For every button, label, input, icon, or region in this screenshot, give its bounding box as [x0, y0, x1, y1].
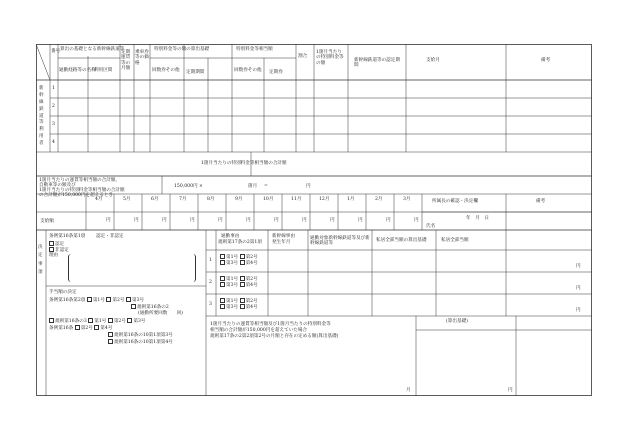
checkbox[interactable]: [220, 254, 225, 259]
month-header: 4月: [95, 197, 103, 202]
col-header-special-amount: 回数券その他: [152, 68, 180, 73]
month-header: 3月: [403, 197, 411, 202]
decision-side-label: 決定事項: [38, 245, 43, 275]
checkbox[interactable]: [127, 318, 132, 323]
checkbox[interactable]: [49, 241, 54, 246]
lower-col1: 通勤事由: [221, 234, 240, 239]
name-label: 氏名: [426, 224, 436, 229]
lower-col3: 通勤対象新幹線鉄道等及び新幹線鉄道等: [310, 236, 370, 247]
amount-rule2: 条例第16条 第2号 第4号: [49, 326, 113, 331]
checkbox[interactable]: [94, 325, 99, 330]
col-header-num: 番号: [51, 49, 61, 54]
month-header: 6月: [151, 197, 159, 202]
decision-reason: 理由: [49, 253, 59, 258]
months-row: [36, 194, 592, 230]
calc-line-1: 1箇月当たりの運賃等相当額の合計額、: [39, 178, 121, 183]
month-yen: 円: [358, 218, 363, 223]
lower-row-yen: 円: [576, 264, 581, 269]
checkbox[interactable]: [49, 318, 54, 323]
allowance-form: [36, 44, 592, 396]
amount-rule: 条例第16条第2項 第1号 第2号 第3号: [49, 298, 145, 303]
month-yen: 円: [190, 218, 195, 223]
side-label-users: 新幹線鉄道等利用者: [39, 86, 44, 147]
amount-sub1: 規則第16条の3 第1号 第2号 第3号: [49, 318, 146, 324]
col-header-remarks: 備考: [541, 58, 551, 63]
lower-row-yen: 円: [576, 286, 581, 291]
checkbox[interactable]: [220, 298, 225, 303]
month-yen: 円: [134, 218, 139, 223]
checkbox[interactable]: [240, 298, 245, 303]
bottom-yen-unit: 円: [508, 388, 513, 393]
month-yen: 円: [162, 218, 167, 223]
checkbox[interactable]: [220, 282, 225, 287]
bottom-note-1: 1箇月当たりの運賃等相当額及び1箇月当たりの特別料金等: [210, 322, 331, 327]
calc-line-3: 1箇月当たりの特別料金等相当額の合計額: [39, 188, 125, 193]
checkbox[interactable]: [220, 276, 225, 281]
reason-brackets[interactable]: [68, 254, 196, 282]
col-header-station: 通勤経路等の名称: [59, 68, 96, 73]
month-header: 11月: [291, 197, 302, 202]
amount-note: (通勤所要回数 回): [138, 311, 183, 316]
checkbox[interactable]: [131, 304, 136, 309]
checkbox[interactable]: [49, 247, 54, 252]
col-header-special-period: 定期期間: [186, 70, 205, 75]
col-header-section: 算出の基礎となる新幹線鉄道等: [60, 47, 125, 52]
calc-line-2: 自動車等の額及び: [39, 183, 76, 188]
lower-row-checkboxes: 第1号 第2号: [220, 298, 258, 304]
month-header: 2月: [375, 197, 383, 202]
month-yen: 円: [302, 218, 307, 223]
row-number: 4: [52, 140, 55, 145]
bottom-calc-label: (算出基礎): [446, 319, 468, 324]
checkbox[interactable]: [75, 325, 80, 330]
bottom-note-3: 規則第17条の2第2項第2号の月額と存在の定める額(算出基礎): [210, 334, 339, 339]
checkbox[interactable]: [240, 254, 245, 259]
lower-row-checkboxes: 第3号 第4号: [220, 282, 258, 288]
checkbox[interactable]: [220, 304, 225, 309]
lower-row-number: 1: [209, 258, 212, 263]
lower-row-checkboxes: 第1号 第2号: [220, 254, 258, 260]
bottom-month-unit: 月: [406, 388, 411, 393]
amount-sub2: 規則第16条の10第1項第3号: [108, 332, 173, 338]
month-header: 8月: [207, 197, 215, 202]
lower-row-checkboxes: 第3号 第4号: [220, 304, 258, 310]
lower-row-yen: 円: [576, 308, 581, 313]
checkbox[interactable]: [88, 318, 93, 323]
total-label: 1箇月当たりの特別料金等相当額の合計額: [201, 161, 287, 166]
checkbox[interactable]: [108, 318, 113, 323]
col-header-fixed-fare: 定期運賃等の月額: [121, 50, 131, 71]
month-yen: 円: [414, 218, 419, 223]
amount-extra: 規則第16条の2: [131, 304, 169, 310]
checkbox[interactable]: [240, 260, 245, 265]
lower-col5: 私居全部当額: [441, 238, 469, 243]
calc-line-4: の合計額が150,000円を超えるとき: [39, 193, 114, 198]
col-header-special: 特別料金等の額の算出基礎: [154, 47, 210, 52]
lower-col1b: 規則第17条の2第1項: [218, 240, 262, 245]
lower-row-number: 3: [209, 302, 212, 307]
lower-row-number: 2: [209, 280, 212, 285]
month-header: 10月: [263, 197, 274, 202]
checkbox[interactable]: [220, 260, 225, 265]
checkbox[interactable]: [240, 282, 245, 287]
decision-approve: 認定・非認定: [96, 234, 124, 239]
col-header-monthly: 1箇月当たりの特別料金等の額: [316, 50, 344, 66]
checkbox[interactable]: [108, 332, 113, 337]
checkbox[interactable]: [106, 297, 111, 302]
lower-row-checkboxes: 第3号 第4号: [220, 260, 258, 266]
month-header: 5月: [123, 197, 131, 202]
lower-col2: 新幹線事由: [272, 234, 295, 239]
checkbox[interactable]: [87, 297, 92, 302]
checkbox[interactable]: [108, 339, 113, 344]
month-yen: 円: [386, 218, 391, 223]
month-yen: 円: [330, 218, 335, 223]
month-yen: 円: [106, 218, 111, 223]
col-header-use-section: 利用区間: [94, 68, 113, 73]
calc-formula-a: 150,000円 ×: [174, 184, 203, 189]
checkbox[interactable]: [240, 304, 245, 309]
month-yen: 円: [218, 218, 223, 223]
confirm-label: 所属長の確認・決定欄: [432, 199, 478, 204]
lower-col4: 私居全部当額の算出基礎: [376, 238, 427, 243]
col-header-fee-amount: 回数券その他: [234, 68, 262, 73]
month-header: 9月: [235, 197, 243, 202]
decision-article: 条例第16条第1項: [49, 234, 86, 239]
month-yen: 円: [274, 218, 279, 223]
col-header-recognize: 新幹線鉄道等の認定期間: [354, 58, 400, 69]
decision-option-approve[interactable]: 認定: [49, 241, 64, 247]
row-number: 2: [52, 104, 55, 109]
decision-option-reject[interactable]: 非認定: [49, 247, 69, 253]
lower-col2b: 発生年月: [272, 240, 291, 245]
checkbox[interactable]: [240, 276, 245, 281]
col-header-fee-period: 定期券: [269, 70, 283, 75]
lower-rows: [206, 250, 592, 316]
amount-sub3: 規則第16条の10第1項第4号: [108, 339, 173, 345]
month-header: 12月: [319, 197, 330, 202]
amount-title: 手当額の決定: [49, 290, 77, 295]
calc-formula-c: =: [264, 184, 268, 189]
lower-row-checkboxes: 第1号 第2号: [220, 276, 258, 282]
calc-formula-b: 箇月: [248, 184, 258, 189]
confirm-remarks: 備考: [536, 199, 546, 204]
checkbox[interactable]: [126, 297, 131, 302]
payment-row-label: 支給額: [40, 219, 54, 224]
month-header: 1月: [347, 197, 355, 202]
month-yen: 円: [246, 218, 251, 223]
col-header-fee-ratio: 割合: [298, 54, 308, 59]
month-header: 7月: [179, 197, 187, 202]
calc-formula-yen: 円: [306, 184, 311, 189]
row-number: 3: [52, 122, 55, 127]
col-header-special-fee: 特別料金等相当額: [236, 47, 273, 52]
bottom-note-2: 相当額の合計額が150,000円を超えていた場合: [210, 328, 308, 333]
col-header-ticket-price: 乗車券等の価格: [135, 50, 149, 66]
row-number: 1: [52, 86, 55, 91]
col-header-payment: 支給月: [426, 58, 440, 63]
date-label: 年 月 日: [466, 216, 489, 221]
